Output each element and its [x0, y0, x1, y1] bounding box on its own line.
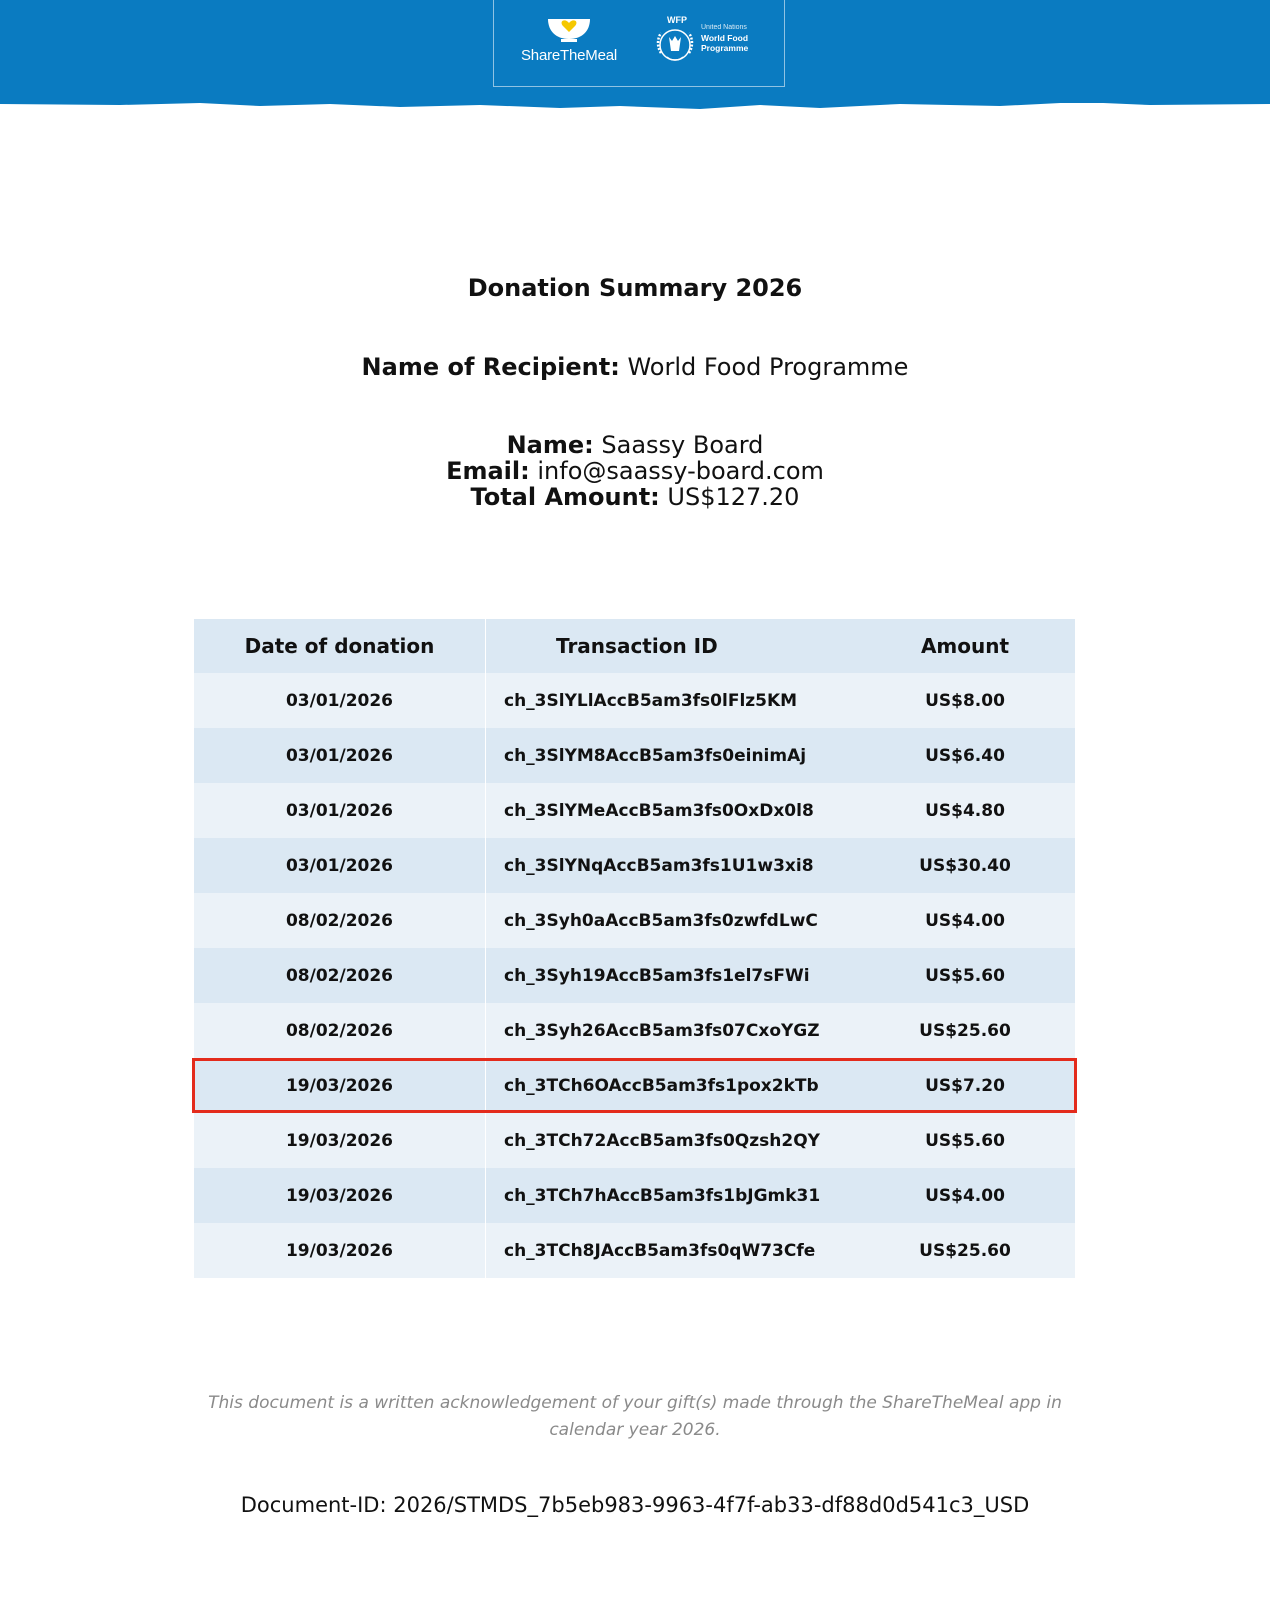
cell-date: 03/01/2026: [194, 783, 486, 838]
table-row: [194, 783, 1075, 838]
table-row: [194, 838, 1075, 893]
cell-amount: US$25.60: [919, 1240, 1011, 1261]
cell-date: 19/03/2026: [194, 1058, 486, 1113]
cell-transaction-id: ch_3TCh8JAccB5am3fs0qW73Cfe: [504, 1240, 816, 1261]
cell-date: 03/01/2026: [194, 673, 486, 728]
cell-transaction-id: ch_3TCh72AccB5am3fs0Qzsh2QY: [504, 1130, 820, 1151]
cell-transaction-id: ch_3SlYMeAccB5am3fs0OxDx0l8: [504, 800, 814, 821]
cell-transaction-id: ch_3Syh26AccB5am3fs07CxoYGZ: [504, 1020, 820, 1041]
bowl-heart-icon: [546, 13, 592, 43]
table-row-highlighted: [194, 1058, 1075, 1113]
table-row: [194, 893, 1075, 948]
cell-date: 19/03/2026: [194, 1168, 486, 1223]
brush-edge-decoration: [0, 96, 1270, 116]
cell-transaction-id: ch_3SlYM8AccB5am3fs0einimAj: [504, 745, 807, 766]
header-date: Date of donation: [194, 619, 486, 673]
wfp-un-line: United Nations: [701, 24, 747, 31]
cell-date: 08/02/2026: [194, 1003, 486, 1058]
table-row: [194, 728, 1075, 783]
email-value: info@saassy-board.com: [537, 457, 824, 485]
cell-date: 08/02/2026: [194, 893, 486, 948]
header-amount: Amount: [920, 634, 1010, 658]
cell-transaction-id: ch_3SlYNqAccB5am3fs1U1w3xi8: [504, 855, 814, 876]
recipient-line: [0, 353, 1270, 381]
header-transaction-id: Transaction ID: [556, 634, 718, 658]
total-label: Total Amount:: [470, 483, 660, 511]
cell-amount: US$6.40: [925, 745, 1005, 766]
sharethemeal-logo-text: ShareTheMeal: [521, 47, 617, 64]
cell-amount: US$4.80: [925, 800, 1005, 821]
cell-transaction-id: ch_3SlYLlAccB5am3fs0lFlz5KM: [504, 690, 798, 711]
wfp-logo: [651, 13, 771, 73]
total-amount-line: [0, 484, 1270, 510]
recipient-value: World Food Programme: [627, 353, 909, 381]
header-band: [0, 0, 1270, 103]
email-label: Email:: [446, 457, 530, 485]
table-row: [194, 1223, 1075, 1278]
table-row: [194, 1168, 1075, 1223]
wfp-emblem-icon: [651, 17, 699, 65]
cell-amount: US$4.00: [925, 910, 1005, 931]
cell-transaction-id: ch_3TCh7hAccB5am3fs1bJGmk31: [504, 1185, 821, 1206]
wfp-abbrev: WFP: [667, 15, 687, 25]
cell-amount: US$30.40: [919, 855, 1011, 876]
cell-amount: US$25.60: [919, 1020, 1011, 1041]
cell-date: 08/02/2026: [194, 948, 486, 1003]
table-row: [194, 1113, 1075, 1168]
document-id: Document-ID: 2026/STMDS_7b5eb983-9963-4f7f-ab33-df88d0d541c3_USD: [240, 1493, 1030, 1517]
document-title: Donation Summary 2026: [467, 274, 803, 302]
donor-email-line: [0, 458, 1270, 484]
donor-info: [0, 432, 1270, 510]
cell-date: 03/01/2026: [194, 728, 486, 783]
cell-amount: US$7.20: [925, 1075, 1005, 1096]
donations-table: [194, 619, 1075, 1278]
name-label: Name:: [506, 431, 594, 459]
sharethemeal-logo: [514, 13, 624, 73]
recipient-label: Name of Recipient:: [361, 353, 620, 381]
cell-amount: US$4.00: [925, 1185, 1005, 1206]
logo-box: [493, 0, 785, 87]
wfp-text: [701, 23, 761, 53]
table-row: [194, 673, 1075, 728]
cell-amount: US$8.00: [925, 690, 1005, 711]
cell-transaction-id: ch_3Syh0aAccB5am3fs0zwfdLwC: [504, 910, 818, 931]
cell-date: 19/03/2026: [194, 1223, 486, 1278]
cell-transaction-id: ch_3TCh6OAccB5am3fs1pox2kTb: [504, 1075, 819, 1096]
cell-date: 03/01/2026: [194, 838, 486, 893]
table-row: [194, 1003, 1075, 1058]
name-value: Saassy Board: [601, 431, 764, 459]
cell-amount: US$5.60: [925, 1130, 1005, 1151]
table-header: [194, 619, 1075, 673]
cell-date: 19/03/2026: [194, 1113, 486, 1168]
cell-transaction-id: ch_3Syh19AccB5am3fs1el7sFWi: [504, 965, 810, 986]
total-value: US$127.20: [667, 483, 800, 511]
acknowledgement-note: This document is a written acknowledgement of your gift(s) made through the ShareTheMeal app in calendar year 2026.: [208, 1393, 1062, 1440]
table-row: [194, 948, 1075, 1003]
wfp-name: World Food Programme: [701, 33, 749, 53]
donor-name-line: [0, 432, 1270, 458]
cell-amount: US$5.60: [925, 965, 1005, 986]
